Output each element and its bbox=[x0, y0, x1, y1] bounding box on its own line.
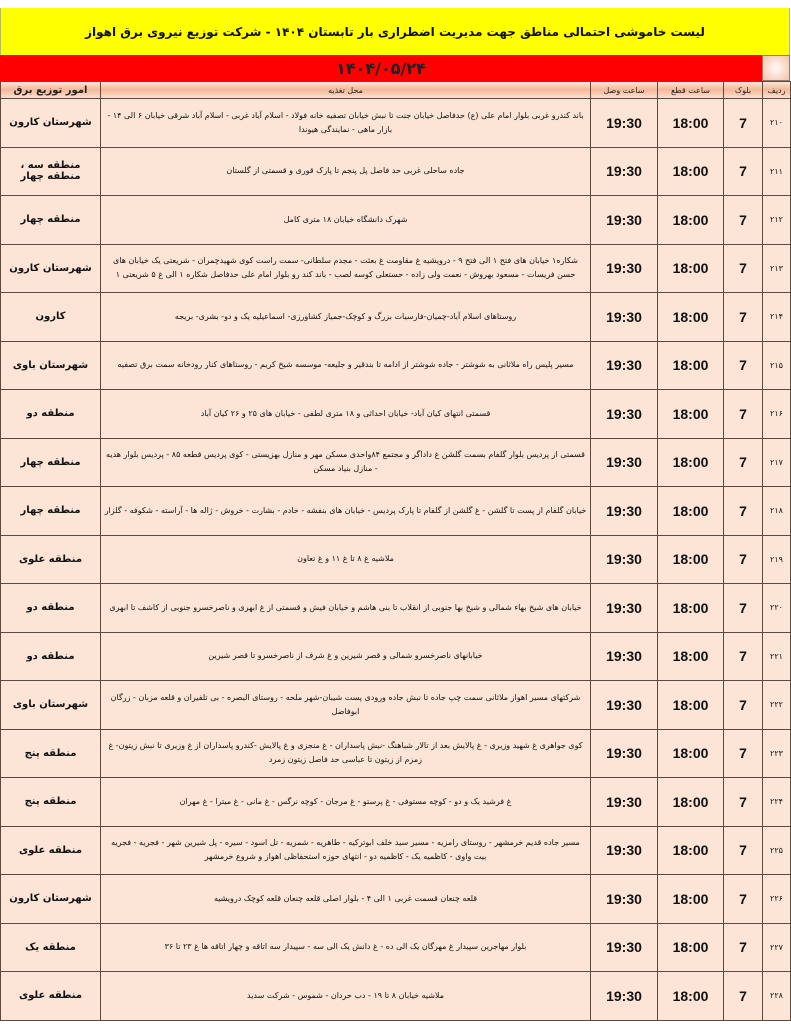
column-header-block: بلوک bbox=[724, 82, 763, 99]
region-cell: شهرستان باوی bbox=[1, 341, 101, 390]
table-header-row bbox=[1, 82, 791, 99]
row-number-cell: ۲۱۶ bbox=[763, 390, 791, 439]
cut-time-cell: 18:00 bbox=[658, 487, 724, 536]
cut-time-cell: 18:00 bbox=[658, 681, 724, 730]
cut-time-cell: 18:00 bbox=[658, 875, 724, 924]
location-cell: مسیر جاده قدیم خرمشهر - روستای رامزیه - مسیر سید خلف ابوترکیه - طاهریه - شمریه - تل اسود - سیره - پل شیرین شهر - فجریه - فجریه بیت واوی - کاظمیه یک - کاظمیه دو - انتهای حوزه استحفاظی اهواز و شروع خرمشهر bbox=[101, 826, 591, 875]
row-number-cell: ۲۲۸ bbox=[763, 972, 791, 1021]
row-number-cell: ۲۲۶ bbox=[763, 875, 791, 924]
location-cell: بلوار مهاجرین سپیدار غ مهرگان یک الی ده - غ دانش یک الی سه - سپیدار سه اتاقه و چهار اتاقه ها غ ۲۳ تا ۳۶ bbox=[101, 923, 591, 972]
row-number-cell: ۲۲۲ bbox=[763, 681, 791, 730]
block-cell: 7 bbox=[724, 729, 763, 778]
table-row bbox=[1, 778, 791, 827]
block-cell: 7 bbox=[724, 99, 763, 148]
reconnect-time-cell: 19:30 bbox=[591, 438, 658, 487]
reconnect-time-cell: 19:30 bbox=[591, 293, 658, 342]
outage-schedule-sheet bbox=[0, 8, 790, 1021]
reconnect-time-cell: 19:30 bbox=[591, 584, 658, 633]
region-cell: منطقه دو bbox=[1, 632, 101, 681]
row-number-cell: ۲۱۱ bbox=[763, 147, 791, 196]
block-cell: 7 bbox=[724, 681, 763, 730]
table-row bbox=[1, 341, 791, 390]
row-number-cell: ۲۱۵ bbox=[763, 341, 791, 390]
location-cell: شرکتهای مسیر اهواز ملاثانی سمت چپ جاده تا نبش جاده ورودی پست شیبان-شهر ملحه - روستای البصره - بی تلفیران و قلعه مزبان - زرگان ابوفاضل bbox=[101, 681, 591, 730]
location-cell: قسمتی از پردیس بلوار گلفام بسمت گلشن غ داداگر و مجتمع ۸۴واحدی مسکن مهر و منازل بهزیستی - کوی پردیس قطعه ۸۵ - پردیس بلوار هدیه - منازل بنیاد مسکن bbox=[101, 438, 591, 487]
block-cell: 7 bbox=[724, 923, 763, 972]
column-header-reconnect-time: ساعت وصل bbox=[591, 82, 658, 99]
location-cell: مسیر پلیس راه ملاثانی به شوشتر - جاده شوشتر از ادامه تا بندقیر و جلیعه- موسسه شیخ کریم - روستاهای کنار رودخانه سمت برق تصفیه bbox=[101, 341, 591, 390]
cut-time-cell: 18:00 bbox=[658, 826, 724, 875]
block-cell: 7 bbox=[724, 487, 763, 536]
block-cell: 7 bbox=[724, 390, 763, 439]
region-cell: منطقه چهار bbox=[1, 196, 101, 245]
location-cell: قسمتی انتهای کیان آباد- خیابان احداثی و ۱۸ متری لطفی - خیابان های ۲۵ و ۲۶ کیان آباد bbox=[101, 390, 591, 439]
block-cell: 7 bbox=[724, 535, 763, 584]
block-cell: 7 bbox=[724, 875, 763, 924]
block-cell: 7 bbox=[724, 632, 763, 681]
location-cell: شکاره۱ خیابان های فتح ۱ الی فتح ۹ - درویشیه غ مقاومت غ بعثت - مجدم سلطانی- سمت راست کوی شهیدچمران - شریعتی یک خیابان های حسن فریسات - مسعود بهروش - نعمت ولی زاده - حستعلی کوسه لصب - باند کند رو بلوار امام علی حدفاصل شکاره ۱ الی غ ۵ شریعتی ۱ bbox=[101, 244, 591, 293]
table-row bbox=[1, 99, 791, 148]
title-banner bbox=[0, 8, 790, 55]
location-cell: قلعه چنعان قسمت غربی ۱ الی ۴ - بلوار اصلی قلعه چنعان قلعه کوچک درویشیه bbox=[101, 875, 591, 924]
table-row bbox=[1, 923, 791, 972]
reconnect-time-cell: 19:30 bbox=[591, 147, 658, 196]
cut-time-cell: 18:00 bbox=[658, 438, 724, 487]
cut-time-cell: 18:00 bbox=[658, 729, 724, 778]
row-number-cell: ۲۱۳ bbox=[763, 244, 791, 293]
reconnect-time-cell: 19:30 bbox=[591, 972, 658, 1021]
region-cell: شهرستان کارون bbox=[1, 99, 101, 148]
table-body bbox=[1, 99, 791, 1021]
cut-time-cell: 18:00 bbox=[658, 99, 724, 148]
location-cell: جاده ساحلی غربی حد فاصل پل پنجم تا پارک قوری و قسمتی از گلستان bbox=[101, 147, 591, 196]
table-row bbox=[1, 487, 791, 536]
reconnect-time-cell: 19:30 bbox=[591, 826, 658, 875]
region-cell: منطقه دو bbox=[1, 584, 101, 633]
table-row bbox=[1, 535, 791, 584]
table-row bbox=[1, 147, 791, 196]
row-number-cell: ۲۱۸ bbox=[763, 487, 791, 536]
block-cell: 7 bbox=[724, 438, 763, 487]
cut-time-cell: 18:00 bbox=[658, 293, 724, 342]
reconnect-time-cell: 19:30 bbox=[591, 923, 658, 972]
block-cell: 7 bbox=[724, 972, 763, 1021]
column-header-region: امور توزیع برق bbox=[1, 82, 101, 99]
column-header-cut-time: ساعت قطع bbox=[658, 82, 724, 99]
block-cell: 7 bbox=[724, 584, 763, 633]
region-cell: منطقه سه ، منطقه چهار bbox=[1, 147, 101, 196]
schedule-date: ۱۴۰۴/۰۵/۲۴ bbox=[336, 58, 426, 78]
cut-time-cell: 18:00 bbox=[658, 778, 724, 827]
table-row bbox=[1, 584, 791, 633]
region-cell: منطقه علوی bbox=[1, 826, 101, 875]
cut-time-cell: 18:00 bbox=[658, 535, 724, 584]
reconnect-time-cell: 19:30 bbox=[591, 729, 658, 778]
block-cell: 7 bbox=[724, 293, 763, 342]
reconnect-time-cell: 19:30 bbox=[591, 390, 658, 439]
reconnect-time-cell: 19:30 bbox=[591, 341, 658, 390]
table-row bbox=[1, 972, 791, 1021]
corner-cell bbox=[762, 55, 790, 81]
region-cell: منطقه چهار bbox=[1, 438, 101, 487]
region-cell: شهرستان کارون bbox=[1, 244, 101, 293]
location-cell: شهرک دانشگاه خیابان ۱۸ متری کامل bbox=[101, 196, 591, 245]
table-row bbox=[1, 438, 791, 487]
cut-time-cell: 18:00 bbox=[658, 341, 724, 390]
table-row bbox=[1, 293, 791, 342]
block-cell: 7 bbox=[724, 778, 763, 827]
cut-time-cell: 18:00 bbox=[658, 390, 724, 439]
region-cell: منطقه علوی bbox=[1, 535, 101, 584]
location-cell: غ فرشید یک و دو - کوچه مستوفی - غ پرستو - غ مرجان - کوچه نرگس - غ مانی - غ میترا - غ مهران bbox=[101, 778, 591, 827]
region-cell: شهرستان کارون bbox=[1, 875, 101, 924]
row-number-cell: ۲۱۲ bbox=[763, 196, 791, 245]
region-cell: منطقه پنج bbox=[1, 729, 101, 778]
reconnect-time-cell: 19:30 bbox=[591, 196, 658, 245]
location-cell: خیابانهای ناصرخسرو شمالی و قصر شیرین و غ شرف از ناصرخسرو تا قصر شیرین bbox=[101, 632, 591, 681]
date-banner bbox=[0, 55, 762, 81]
block-cell: 7 bbox=[724, 147, 763, 196]
location-cell: ملاشیه غ ۸ تا غ ۱۱ و غ تعاون bbox=[101, 535, 591, 584]
block-cell: 7 bbox=[724, 826, 763, 875]
cut-time-cell: 18:00 bbox=[658, 632, 724, 681]
location-cell: خیابان های شیخ بهاء شمالی و شیخ بها جنوبی از انقلاب تا بنی هاشم و خیابان فیش و قسمتی از غ ابهری و ناصرخسرو جنوبی از کاشف تا ابهری bbox=[101, 584, 591, 633]
row-number-cell: ۲۲۰ bbox=[763, 584, 791, 633]
table-row bbox=[1, 875, 791, 924]
region-cell: منطقه دو bbox=[1, 390, 101, 439]
reconnect-time-cell: 19:30 bbox=[591, 99, 658, 148]
row-number-cell: ۲۲۴ bbox=[763, 778, 791, 827]
table-row bbox=[1, 390, 791, 439]
location-cell: خیابان گلفام از پست تا گلشن - غ گلشن از گلفام تا پارک پردیس - خیابان های بنفشه - خادم - بشارت - خروش - ژاله ها - آراسته - شکوفه - گلزار bbox=[101, 487, 591, 536]
date-row bbox=[0, 55, 790, 81]
reconnect-time-cell: 19:30 bbox=[591, 487, 658, 536]
table-row bbox=[1, 729, 791, 778]
cut-time-cell: 18:00 bbox=[658, 972, 724, 1021]
cut-time-cell: 18:00 bbox=[658, 196, 724, 245]
cut-time-cell: 18:00 bbox=[658, 147, 724, 196]
table-row bbox=[1, 826, 791, 875]
row-number-cell: ۲۱۹ bbox=[763, 535, 791, 584]
row-number-cell: ۲۱۷ bbox=[763, 438, 791, 487]
reconnect-time-cell: 19:30 bbox=[591, 632, 658, 681]
block-cell: 7 bbox=[724, 244, 763, 293]
column-header-location: محل تغذیه bbox=[101, 82, 591, 99]
region-cell: منطقه یک bbox=[1, 923, 101, 972]
region-cell: منطقه علوی bbox=[1, 972, 101, 1021]
region-cell: منطقه پنج bbox=[1, 778, 101, 827]
reconnect-time-cell: 19:30 bbox=[591, 535, 658, 584]
row-number-cell: ۲۲۵ bbox=[763, 826, 791, 875]
column-header-row-number: ردیف bbox=[763, 82, 791, 99]
outage-table bbox=[0, 81, 791, 1021]
reconnect-time-cell: 19:30 bbox=[591, 244, 658, 293]
location-cell: کوی جواهری غ شهید وزیری - غ پالایش بعد از تالار شباهنگ -نبش پاسداران - غ منجزی و غ پالایش -کندرو پاسداران از غ وزیری تا نبش زیتون- غ زمزم از زیتون تا عباسی حد فاصل زیتون زمرد bbox=[101, 729, 591, 778]
location-cell: ملاشیه خیابان ۸ تا ۱۹ - دب حردان - شموس - شرکت سدید bbox=[101, 972, 591, 1021]
reconnect-time-cell: 19:30 bbox=[591, 681, 658, 730]
location-cell: روستاهای اسلام آباد-چمیان-فارسیات بزرگ و کوچک-جمیاز کشاورزی- اسماعیلیه یک و دو- بشری- بریجه bbox=[101, 293, 591, 342]
row-number-cell: ۲۱۰ bbox=[763, 99, 791, 148]
cut-time-cell: 18:00 bbox=[658, 584, 724, 633]
cut-time-cell: 18:00 bbox=[658, 923, 724, 972]
region-cell: منطقه چهار bbox=[1, 487, 101, 536]
row-number-cell: ۲۲۷ bbox=[763, 923, 791, 972]
row-number-cell: ۲۲۱ bbox=[763, 632, 791, 681]
row-number-cell: ۲۲۳ bbox=[763, 729, 791, 778]
region-cell: شهرستان باوی bbox=[1, 681, 101, 730]
reconnect-time-cell: 19:30 bbox=[591, 778, 658, 827]
table-row bbox=[1, 196, 791, 245]
block-cell: 7 bbox=[724, 196, 763, 245]
table-row bbox=[1, 681, 791, 730]
page-title: لیست خاموشی احتمالی مناطق جهت مدیریت اضطراری بار تابستان ۱۴۰۴ - شرکت توزیع نیروی برق اهواز bbox=[85, 24, 705, 39]
row-number-cell: ۲۱۴ bbox=[763, 293, 791, 342]
table-row bbox=[1, 632, 791, 681]
region-cell: کارون bbox=[1, 293, 101, 342]
location-cell: باند کندرو غربی بلوار امام علی (ع) حدفاصل خیابان جنت تا نبش خیابان تصفیه خانه فولاد - اسلام آباد غربی - اسلام آباد شرقی خیابان ۶ الی ۱۴ - بازار ماهی - نمایندگی هیوندا bbox=[101, 99, 591, 148]
table-row bbox=[1, 244, 791, 293]
block-cell: 7 bbox=[724, 341, 763, 390]
cut-time-cell: 18:00 bbox=[658, 244, 724, 293]
reconnect-time-cell: 19:30 bbox=[591, 875, 658, 924]
